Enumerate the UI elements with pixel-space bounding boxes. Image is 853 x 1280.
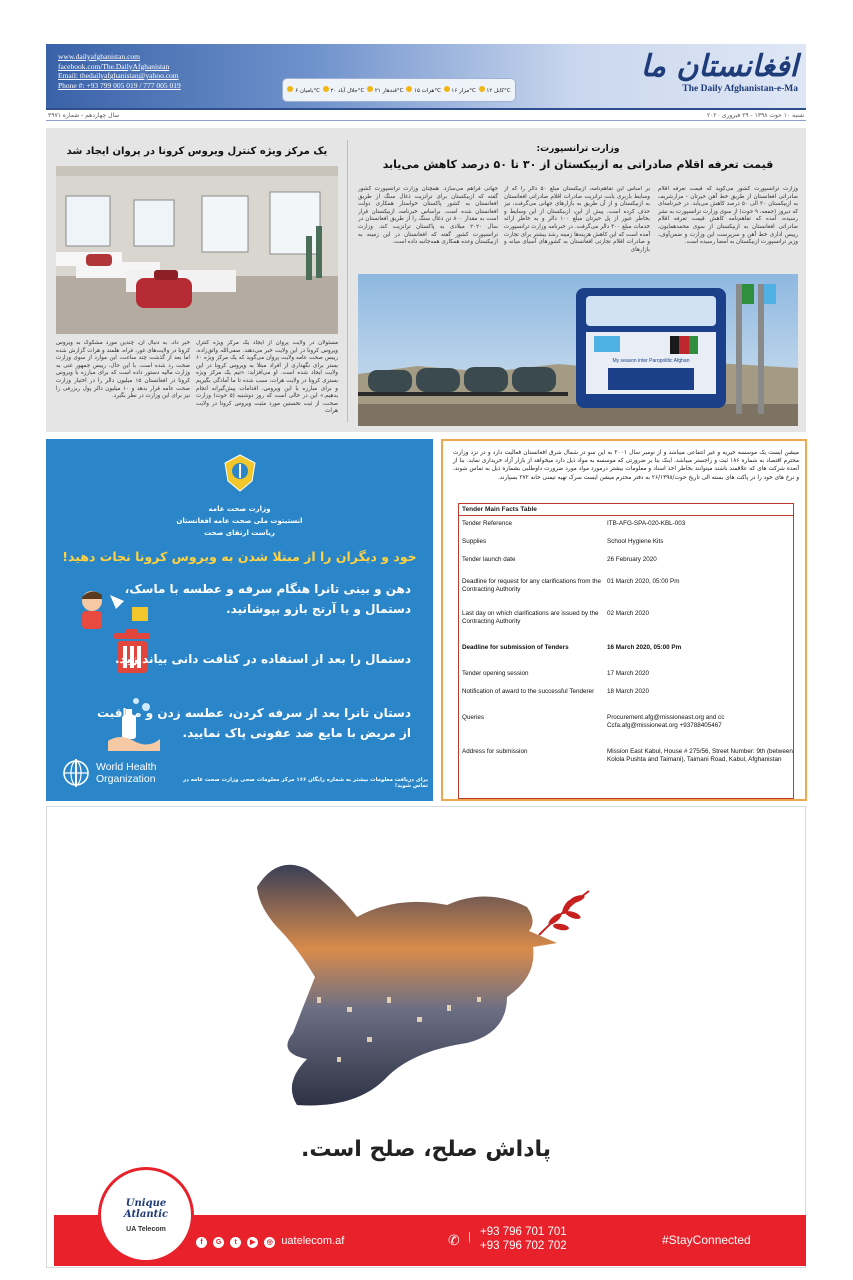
- phone-numbers: [480, 1225, 567, 1253]
- hospital-ward-photo: [56, 166, 338, 334]
- tip-disinfect-hands: دستان تانرا بعد از سرفه کردن، عطسه زدن و مراقبت از مریض با مایع ضد عفونی پاک نمایید.: [97, 706, 411, 740]
- weather-bamyan: بامیان ۶°C: [287, 86, 320, 95]
- sun-icon: [444, 86, 450, 92]
- org-institute: انستیتوت ملی صحت عامه افغانستان: [176, 517, 303, 525]
- weather-herat: هرات ۱۵°C: [406, 86, 441, 95]
- youtube-icon[interactable]: ▶: [247, 1237, 258, 1248]
- weather-kandahar: قندهار ۲۱°C: [367, 86, 403, 95]
- column-divider: [347, 140, 348, 422]
- article-column: جهانی فراهم می‌سازد. همچنان وزارت ترانسپورت کشور گفته که ازبیکستان برای ترانزیت ذغال سنگ از طریق افغانستان به کشور پاکستان خواستار همکاری دولت افغانستان شده است. براساس خبرنامه، ازبیکستان قرار است به مقدار ۸۰۰ تن ذغال سنگ را از طریق افغانستان در سال ۲۰۲۰ میلادی به پاکستان ترانزیت کند. وزارت ترانسپورت کشور گفته که افغانستان در این زمینه به ازبیکستان وعده همکاری همه‌جانبه داده است.: [358, 186, 498, 246]
- article-column: مسئولان در ولایت پروان از ایجاد یک مرکز ویژه کنترل ویروس کرونا در این ولایت خبر می‌دهند. صفی‌الله واثق‌زاده، رییس صحت عامه ولایت پروان می‌گوید که یک مرکز ویژه ۶۰ بستر برای نگهداری از افراد مبتلا به ویروس کرونا در این ولایت ایجاد شده است. او می‌افزاید: «تیم یک مرکز ویژه بستری کرونا در ولایت هرات، سبب شده تا ما آمادگی بگیریم و برای مبارزه با این ویروس، اقدامات پیش‌گیرانه انجام بدهیم.» این در حالی است که روز دوشنبه (۵ حوت) وزارت صحت، از ثبت نخستین مورد مثبت ویروس کرونا در ولایت هرات: [196, 340, 338, 415]
- phone-icon: ✆: [448, 1232, 460, 1248]
- email-link[interactable]: Email: thedailyafghanistan@yahoo.com: [58, 71, 179, 80]
- hospital-photo-svg: [56, 166, 338, 334]
- facebook-link[interactable]: facebook.com/The.DailyAfghanistan: [58, 61, 170, 71]
- tip-cover-mouth: دهن و بینی تانرا هنگام سرفه و عطسه با ماسک، دستمال و یا آرنج بازو بپوشانید.: [124, 582, 411, 616]
- tender-facts-table: Tender Main Facts Table Tender Reference ITB-AFG-SPA-020-KBL-003 Supplies School Hygiene Kits Tender launch date 26 February 2020 Deadline for request for any clarifications from the Contracting Authority 01 March 2020, 05:00 Pm Last day on which clarifications are issued by the Contracting Authority 02 March 2020 Deadline for submission of Tenders 16 March 2020, 05:00 Pm Tender opening session 17 March 2020 Notification of award to the successful Tenderer 18 March 2020 Queries Procurement.afg@missioneast.org and cc Ccfa.afg@missioneat.org +93788405467 Address for submission Mission East Kabul, House # 275/56, Street Number: 9th (between Kolola Pushta and Taimani), Taimani Road, Kabul, Afghanistan: [458, 503, 794, 799]
- article-kicker: وزارت ترانسپورت:: [536, 144, 620, 154]
- article-column: وزارت ترانسپورت کشور می‌گوید که قیمت تعرفه اقلام صادراتی افغانستان از طریق خط آهن حیرتان - مزارشریف به ازبیکستان ۳۰ الی ۵۰ درصد کاهش می‌یابد. در خبرنامه‌ای که دیروز (جمعه، ۹ حوت) از سوی وزارت ترانسپورت به نشر رسیده، آمده که تفاهم‌نامه کاهش قیمت تعرفه اقلام صادراتی افغانستان به ازبیکستان از سوی محمدهمایون، رییس اداری خط آهن و سرپرست این وزارت و ضمن‌آوف، وزیر ترانسپورت ازبیکستان به امضا رسیده است.: [658, 186, 798, 246]
- article-column: بر اساس این تفاهم‌نامه، ازبیکستان مبلغ ۵۰ دالر را که از وسایط باربری بابت ترانزیت صادرات اقلام صادراتی افغانستان به ازبیکستان و از آن طریق به بازارهای جهانی می‌گرفت، نیز حذف کرده است. پیش از این، ازبیکستان از این وسایط و بخاطر عبور از پل حیرتان مبلغ ۱۰۰ دالر و به خاطر ارائه خدمات مبلغ ۴۰۰ دالر می‌گرفت. در خبرنامه وزارت ترانسپورت آمده است که این کاهش هزینه‌ها زمینه رشد بیشتر برای تجارت و صادرات اقلام تجارتی افغانستان به کشورهای آسیای میانه و بازارهای: [504, 186, 650, 253]
- table-title: Tender Main Facts Table: [459, 504, 793, 516]
- sneeze-illustration-icon: [76, 587, 152, 631]
- issue-date: شنبه ۱۰ حوت ۱۳۹۸ - ۲۹ فبروری ۲۰۲۰: [706, 112, 804, 119]
- masthead-links: [58, 52, 181, 90]
- issue-number: سال چهاردهم - شماره ۳۹۷۱: [48, 112, 120, 119]
- ministry-emblem-icon: [222, 453, 258, 493]
- separator: |: [468, 1231, 471, 1243]
- social-row: [196, 1235, 344, 1248]
- ua-telecom-logo: [98, 1167, 194, 1263]
- google-icon[interactable]: G: [213, 1237, 224, 1248]
- sun-icon: [323, 86, 329, 92]
- news-section: [46, 128, 806, 432]
- train-photo-svg: [358, 274, 798, 426]
- banner-caption: My season inter Paropolitic Afghan: [612, 358, 690, 364]
- sun-icon: [287, 86, 293, 92]
- logo-persian: افغانستان ما: [640, 49, 798, 84]
- health-headline: خود و دیگران را از مبتلا شدن به ویروس کرونا نجات دهید!: [62, 549, 417, 564]
- newspaper-logo: [641, 50, 798, 94]
- who-name: World Health Organization: [96, 761, 157, 785]
- brand-unique: Unique: [125, 1198, 167, 1209]
- brand-sub: UA Telecom: [126, 1226, 166, 1233]
- who-logo-icon: [58, 757, 94, 789]
- website-text[interactable]: uatelecom.af: [281, 1235, 345, 1247]
- weather-jalalabad: جلال آباد ۲۰°C: [323, 86, 365, 95]
- peace-slogan: پاداش صلح، صلح است.: [300, 1137, 552, 1162]
- article-title-transport: قیمت تعرفه اقلام صادراتی به ازبیکستان از ۳۰ تا ۵۰ درصد کاهش می‌یابد: [382, 158, 774, 171]
- facebook-icon[interactable]: f: [196, 1237, 207, 1248]
- dove-city-illustration: [237, 847, 607, 1117]
- dateline: [46, 111, 806, 121]
- health-ministry-ad: [46, 439, 433, 801]
- masthead: [46, 44, 806, 110]
- health-footer: برای دریافت معلومات بیشتر به شماره رایگان ۱۶۶ مرکز معلومات صحی وزارت صحت عامه در تماس شوید!: [182, 777, 428, 789]
- weather-mazar: مزار ۱۶°C: [444, 86, 476, 95]
- phone-2: +93 796 702 702: [480, 1240, 567, 1252]
- twitter-icon[interactable]: t: [230, 1237, 241, 1248]
- sun-icon: [367, 86, 373, 92]
- hashtag: #StayConnected: [662, 1233, 751, 1247]
- tender-notice: [441, 439, 807, 801]
- logo-english: The Daily Afghanistan-e-Ma: [682, 84, 798, 94]
- phone-1: +93 796 701 701: [480, 1226, 567, 1238]
- org-ministry: وزارت صحت عامه: [208, 505, 271, 513]
- brand-atlantic: Atlantic: [123, 1209, 169, 1220]
- instagram-icon[interactable]: ◎: [264, 1237, 275, 1248]
- tip-dispose-tissue: دستمال را بعد از استفاده در کثافت دانی بیاندازید.: [115, 652, 411, 666]
- article-column: خبر داد. به دنبال آن، چندین مورد مشکوک به ویروس کرونا در ولایت‌های غور، فراه، هلمند و هرات گزارش شده اما بعد از گذشت چند ساعت، این موارد از سوی وزارت صحت رد شده است. با این حال، رییس جمهور غنی به وزارت مالیه دستور داده است که برای مبارزه با ویروس کرونا در افغانستان ۱۵ میلیون دالر را در اختیار وزارت صحت عامه قرار بدهد و ۱۰ میلیون دالر پول ریزرفی را نیز برای این وزارت در نظر بگیرد.: [56, 340, 190, 400]
- train-photo: [358, 274, 798, 426]
- weather-strip: [282, 78, 516, 102]
- article-title-parwan: یک مرکز ویژه کنترل ویروس کرونا در پروان ایجاد شد: [66, 146, 328, 157]
- org-directorate: ریاست ارتقای صحت: [204, 529, 275, 537]
- sun-icon: [479, 86, 485, 92]
- phone-text: Phone #: +93 799 005 019 / 777 005 019: [58, 80, 181, 90]
- tender-intro-text: میشن ایست یک موسسه خیریه و غیر انتفاعی میباشد و از نومبر سال ۲۰۰۱ به این سو در شمال شرق افغانستان فعالیت دارد و در نزد وزارت محترم اقتصاد به شماره ۱۸۶ ثبت و راجستر میباشد. اینک بنا بر ضرورتی که موسسه به مواد ذیل دارد میخواهد از بازار آزاد خریداری نماید. بنا از آنعده شرکت های که علاقمند باشند میتوانند بخاطر اخذ اسناد و معلومات بیشتر درمورد مواد مورد ضرورت داوطلبی بشماره ذیل به تماس شوند، و نرخ های خود را در پاکت های بسته الی تاریخ حوت/۲۶/۱۳۹۸ به دفتر محترم میشن ایست سرک تهیه تیمنی خانه ۲۷۲ بسپارند.: [453, 450, 800, 481]
- website-link[interactable]: www.dailyafghanistan.com: [58, 52, 140, 61]
- weather-kabul: کابل ۱۲°C: [479, 86, 511, 95]
- sun-icon: [406, 86, 412, 92]
